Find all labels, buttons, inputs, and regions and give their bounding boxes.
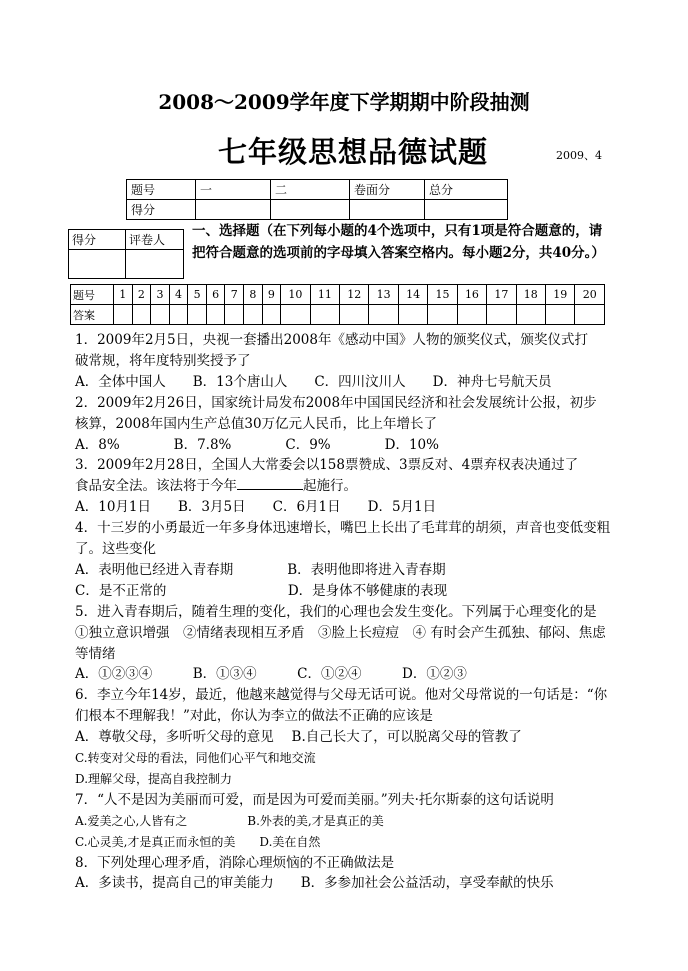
answer-cell[interactable] — [281, 305, 310, 325]
question-line: 破常规，将年度特别奖授予了 — [75, 352, 251, 369]
answer-cell[interactable] — [132, 305, 151, 325]
answer-cell[interactable] — [487, 305, 516, 325]
answer-cell[interactable] — [428, 305, 457, 325]
answer-table-number: 19 — [546, 285, 575, 305]
answer-table-answer-label: 答案 — [71, 305, 114, 325]
answer-cell[interactable] — [457, 305, 486, 325]
answer-table-number: 18 — [516, 285, 545, 305]
question-line: D.理解父母，提高自我控制力 — [75, 771, 233, 786]
question-text: 食品安全法。该法将于今年 — [75, 478, 237, 495]
question-line: A．①②③④ B．①③④ C．①②④ D．①②③ — [75, 666, 467, 683]
question-text: 起施行。 — [303, 478, 357, 495]
answer-table-number: 11 — [310, 285, 339, 305]
question-line: 核算，2008年国内生产总值30万亿元人民币，比上年增长了 — [75, 415, 438, 432]
answer-table-number: 13 — [369, 285, 398, 305]
question-line: A．多读书，提高自己的审美能力 B．多参加社会公益活动，享受奉献的快乐 — [75, 875, 554, 892]
score-table-cell: 得分 — [127, 200, 196, 220]
score-table-cell: 题号 — [127, 180, 196, 200]
grader-score-cell[interactable] — [69, 250, 126, 279]
answer-table-number: 8 — [244, 285, 263, 305]
answer-table-number: 6 — [206, 285, 225, 305]
answer-cell[interactable] — [310, 305, 339, 325]
answer-table-number: 10 — [281, 285, 310, 305]
answer-cell[interactable] — [575, 305, 605, 325]
question-line: 了。这些变化 — [75, 541, 156, 557]
answer-cell[interactable] — [340, 305, 369, 325]
section-heading: 一、选择题（在下列每小题的4个选项中，只有1项是符合题意的，请把符合题意的选项前的字母填入答案空格内。每小题2分，共40分。） — [192, 223, 605, 261]
answer-table-number: 17 — [487, 285, 516, 305]
score-table — [126, 179, 508, 220]
answer-table-number: 1 — [114, 285, 133, 305]
question-line: A．全体中国人 B．13个唐山人 C．四川汶川人 D．神舟七号航天员 — [75, 373, 552, 390]
answer-cell[interactable] — [188, 305, 207, 325]
answer-cell[interactable] — [516, 305, 545, 325]
score-table-cell: 总分 — [425, 180, 508, 200]
answer-table-number: 15 — [428, 285, 457, 305]
question-line: 等情绪 — [75, 645, 116, 662]
answer-table-number: 14 — [398, 285, 427, 305]
score-input-cell[interactable] — [425, 200, 508, 220]
score-input-cell[interactable] — [271, 200, 350, 220]
score-input-cell[interactable] — [350, 200, 425, 220]
question-line: 们根本不理解我！”对此，你认为李立的做法不正确的应该是 — [75, 708, 433, 725]
exam-title: 2008～2009学年度下学期期中阶段抽测 — [158, 90, 530, 114]
question-line: 2．2009年2月26日，国家统计局发布2008年中国国民经济和社会发展统计公报，初步 — [75, 394, 597, 411]
question-line: 3．2009年2月28日，全国人大常委会以158票赞成、3票反对、4票弃权表决通过了 — [75, 457, 579, 474]
grader-label: 评卷人 — [126, 230, 184, 250]
answer-table-number: 4 — [169, 285, 188, 305]
answer-cell[interactable] — [398, 305, 427, 325]
answer-cell[interactable] — [151, 305, 170, 325]
question-line: 8．下列处理心理矛盾，消除心理烦恼的不正确做法是 — [75, 854, 395, 871]
question-line: A．10月1日 B．3月5日 C．6月1日 D．5月1日 — [75, 499, 437, 516]
question-line: 1．2009年2月5日，央视一套播出2008年《感动中国》人物的颁奖仪式，颁奖仪式打 — [75, 332, 588, 348]
question-line: A．表明他已经进入青春期 B．表明他即将进入青春期 — [75, 561, 446, 578]
score-table-cell: 卷面分 — [350, 180, 425, 200]
question-line: C.转变对父母的看法，同他们心平气和地交流 — [75, 751, 316, 765]
answer-table-number: 7 — [225, 285, 244, 305]
answer-cell[interactable] — [225, 305, 244, 325]
grader-table — [68, 229, 184, 279]
score-input-cell[interactable] — [196, 200, 271, 220]
answer-table-number: 12 — [340, 285, 369, 305]
score-table-cell: 一 — [196, 180, 271, 200]
question-line: C.心灵美,才是真正而永恒的美 D.美在自然 — [75, 834, 321, 849]
answer-table-number: 20 — [575, 285, 605, 305]
answer-table-number: 2 — [132, 285, 151, 305]
question-line: C．是不正常的 D．是身体不够健康的表现 — [75, 582, 448, 599]
answer-cell[interactable] — [206, 305, 225, 325]
exam-subtitle: 七年级思想品德试题 — [218, 135, 489, 169]
answer-cell[interactable] — [369, 305, 398, 325]
answer-table-number: 16 — [457, 285, 486, 305]
question-line: 6．李立今年14岁，最近，他越来越觉得与父母无话可说。他对父母常说的一句话是：“你 — [75, 687, 608, 704]
answer-table-number: 9 — [262, 285, 281, 305]
question-line: 7．“人不是因为美丽而可爱，而是因为可爱而美丽。”列夫·托尔斯泰的这句话说明 — [75, 791, 554, 808]
question-line: ①独立意识增强 ②情绪表现相互矛盾 ③脸上长痘痘 ④ 有时会产生孤独、郁闷、焦虑 — [75, 624, 606, 641]
grader-name-cell[interactable] — [126, 250, 184, 279]
answer-table-number: 5 — [188, 285, 207, 305]
answer-cell[interactable] — [546, 305, 575, 325]
answer-cell[interactable] — [114, 305, 133, 325]
grader-score-label: 得分 — [69, 230, 126, 250]
exam-date: 2009、4 — [556, 149, 602, 162]
answer-cell[interactable] — [169, 305, 188, 325]
question-line: A.爱美之心,人皆有之 B.外表的美,才是真正的美 — [75, 813, 384, 828]
question-line: A．8% B．7.8% C．9% D．10% — [75, 436, 439, 453]
answer-cell[interactable] — [262, 305, 281, 325]
question-line: 4．十三岁的小勇最近一年多身体迅速增长，嘴巴上长出了毛茸茸的胡须，声音也变低变粗 — [75, 520, 611, 537]
question-line: 5．进入青春期后，随着生理的变化，我们的心理也会发生变化。下列属于心理变化的是 — [75, 603, 597, 620]
answer-table-number: 3 — [151, 285, 170, 305]
answer-cell[interactable] — [244, 305, 263, 325]
question-line: A．尊敬父母，多听听父母的意见 B.自己长大了，可以脱离父母的管教了 — [75, 729, 522, 746]
question-line-with-blank — [75, 476, 357, 497]
answer-table-number-label: 题号 — [71, 285, 114, 305]
score-table-cell: 二 — [271, 180, 350, 200]
fill-in-blank[interactable] — [237, 476, 303, 490]
answer-table — [70, 284, 605, 325]
